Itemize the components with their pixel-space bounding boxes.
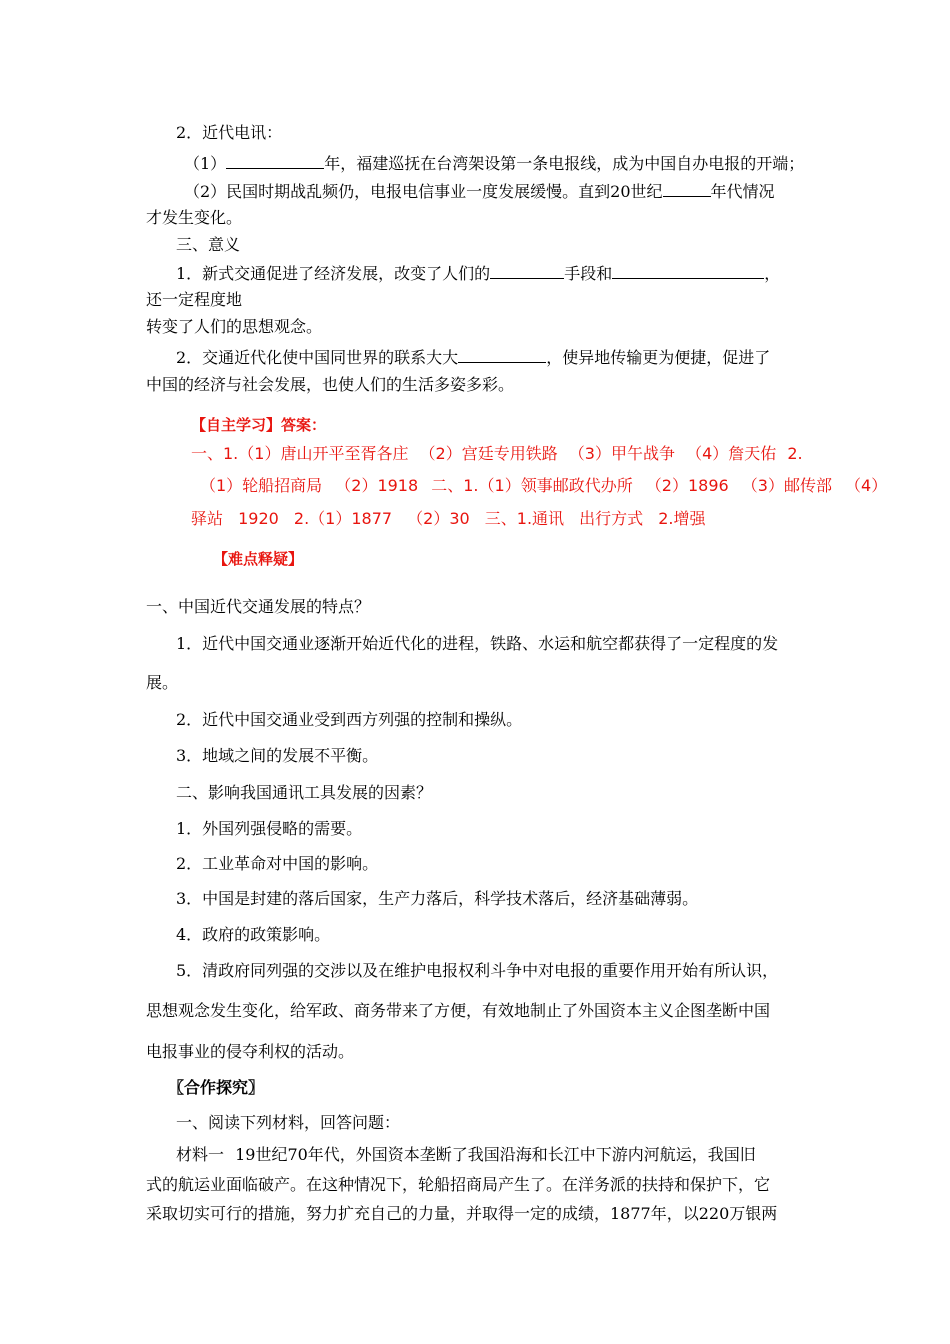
cooperation-heading: 〖合作探究〗 bbox=[168, 1078, 265, 1097]
material-1-line-2: 式的航运业面临破产。在这种情况下，轮船招商局产生了。在洋务派的扶持和保护下，它 bbox=[146, 1175, 771, 1194]
meaning-p1 bbox=[176, 263, 780, 284]
difficulty-q1-a3: 3．地域之间的发展不平衡。 bbox=[176, 746, 379, 765]
difficulty-q2-a5-cont2: 电报事业的侵夺利权的活动。 bbox=[146, 1042, 355, 1061]
telecom-item2-prefix: （2）民国时期战乱频仍，电报电信事业一度发展缓慢。直到20世纪 bbox=[184, 182, 663, 201]
cooperation-instruction: 一、阅读下列材料，回答问题： bbox=[176, 1113, 401, 1132]
meaning-p2-suffix: ，使异地传输更为便捷，促进了 bbox=[546, 348, 771, 367]
meaning-p1-end: ， bbox=[764, 264, 781, 283]
telecom-item1-prefix: （1） bbox=[184, 154, 227, 173]
answers-label-text: 自主学习 bbox=[206, 416, 267, 434]
fill-blank bbox=[490, 263, 564, 279]
telecom-item-1 bbox=[184, 153, 804, 174]
difficulty-q1: 一、中国近代交通发展的特点？ bbox=[146, 597, 371, 616]
telecom-heading: 2．近代电讯： bbox=[176, 123, 283, 142]
answers-line-1: 一、1.（1）唐山开平至胥各庄 （2）宫廷专用铁路 （3）甲午战争 （4）詹天佑 2. bbox=[191, 444, 803, 463]
meaning-p1-prefix: 1．新式交通促进了经济发展，改变了人们的 bbox=[176, 264, 491, 283]
difficulty-heading: 【难点释疑】 bbox=[213, 550, 304, 568]
difficulty-q1-a1-cont: 展。 bbox=[146, 673, 179, 692]
difficulty-q2: 二、影响我国通讯工具发展的因素？ bbox=[176, 783, 433, 802]
fill-blank bbox=[458, 347, 546, 363]
meaning-p1-mid: 手段和 bbox=[564, 264, 613, 283]
fill-blank bbox=[226, 153, 324, 169]
material-1-line-3: 采取切实可行的措施，努力扩充自己的力量，并取得一定的成绩，1877年，以220万银两 bbox=[146, 1204, 778, 1223]
meaning-heading: 三、意义 bbox=[176, 235, 241, 254]
difficulty-q1-a1: 1．近代中国交通业逐渐开始近代化的进程，铁路、水运和航空都获得了一定程度的发 bbox=[176, 634, 779, 653]
difficulty-q2-a3: 3．中国是封建的落后国家，生产力落后，科学技术落后，经济基础薄弱。 bbox=[176, 889, 699, 908]
meaning-p1-cont2: 转变了人们的思想观念。 bbox=[146, 317, 323, 336]
difficulty-q2-a1: 1．外国列强侵略的需要。 bbox=[176, 819, 363, 838]
telecom-item-2 bbox=[184, 181, 775, 202]
difficulty-q2-a5-cont1: 思想观念发生变化，给军政、商务带来了方便，有效地制止了外国资本主义企图垄断中国 bbox=[146, 1001, 771, 1020]
answers-label bbox=[191, 415, 326, 435]
material-1-line-1: 材料一 19世纪70年代，外国资本垄断了我国沿海和长江中下游内河航运，我国旧 bbox=[176, 1145, 756, 1164]
meaning-p1-cont1: 还一定程度地 bbox=[146, 290, 243, 309]
meaning-p2-prefix: 2．交通近代化使中国同世界的联系大大 bbox=[176, 348, 459, 367]
answers-bracket-open: 【 bbox=[191, 416, 207, 434]
answers-line-3: 驿站 1920 2.（1）1877 （2）30 三、1.通讯 出行方式 2.增强 bbox=[191, 509, 706, 528]
difficulty-q2-a5: 5．清政府同列强的交涉以及在维护电报权利斗争中对电报的重要作用开始有所认识， bbox=[176, 961, 779, 980]
telecom-item1-suffix: 年，福建巡抚在台湾架设第一条电报线，成为中国自办电报的开端； bbox=[324, 154, 805, 173]
meaning-p2-cont: 中国的经济与社会发展，也使人们的生活多姿多彩。 bbox=[146, 375, 515, 394]
difficulty-q2-a4: 4．政府的政策影响。 bbox=[176, 925, 331, 944]
meaning-p2 bbox=[176, 347, 770, 368]
telecom-item-2-cont: 才发生变化。 bbox=[146, 208, 243, 227]
fill-blank bbox=[612, 263, 764, 279]
difficulty-q1-a2: 2．近代中国交通业受到西方列强的控制和操纵。 bbox=[176, 710, 523, 729]
answers-line-2: （1）轮船招商局 （2）1918 二、1.（1）领事邮政代办所 （2）1896 （3）邮传部 （4） bbox=[200, 476, 888, 495]
difficulty-q2-a2: 2．工业革命对中国的影响。 bbox=[176, 854, 379, 873]
answers-bracket-close: 】答案： bbox=[266, 416, 327, 434]
fill-blank bbox=[663, 181, 711, 197]
telecom-item2-suffix: 年代情况 bbox=[710, 182, 775, 201]
